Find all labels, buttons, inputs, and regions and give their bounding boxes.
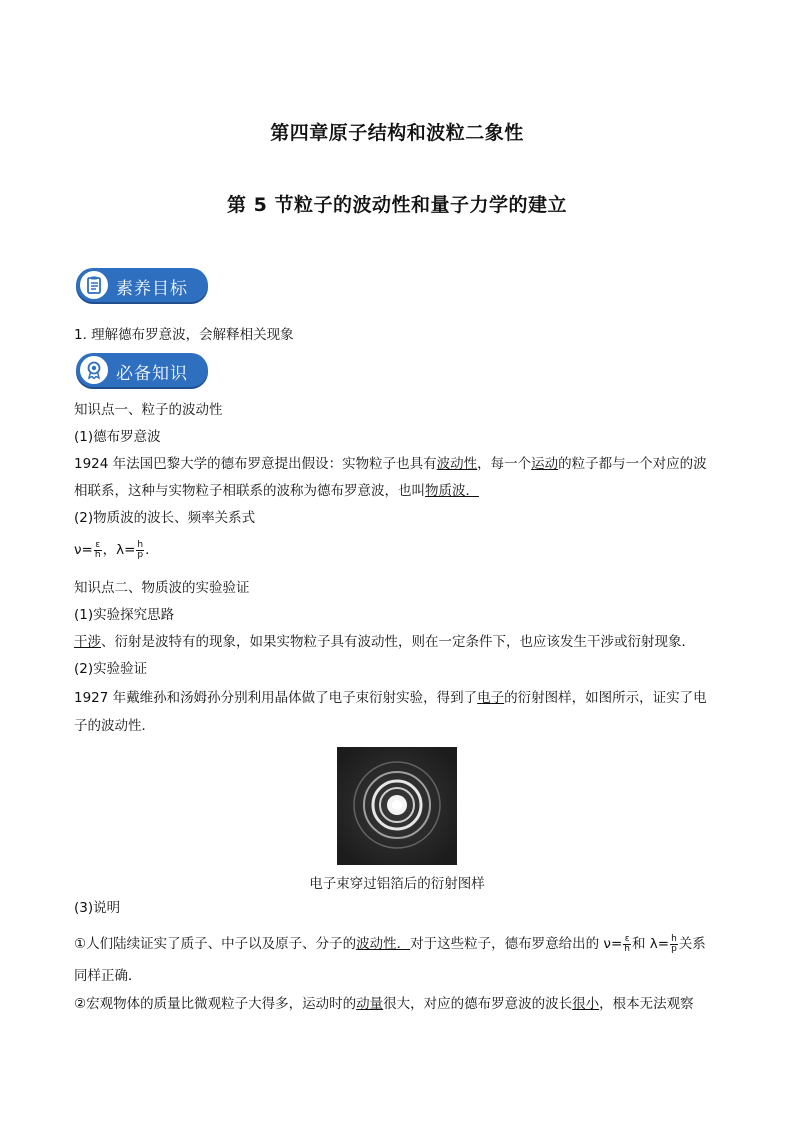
text: 1927 年戴维孙和汤姆孙分别利用晶体做了电子束衍射实验，得到了 (74, 690, 478, 706)
k1-heading: 知识点一、粒子的波动性 (74, 402, 223, 418)
text: 对于这些粒子，德布罗意给出的 ν= (410, 936, 623, 952)
text: ，每一个 (477, 456, 532, 472)
k2-note2-line1 (74, 994, 724, 1014)
text: ②宏观物体的质量比微观粒子大得多，运动时的 (74, 996, 357, 1012)
section-title: 第 5 节粒子的波动性和量子力学的建立 (227, 194, 567, 216)
underlined-term: 很小 (572, 996, 600, 1012)
underlined-term: 动量 (356, 996, 384, 1012)
fraction-eps-h (623, 935, 631, 954)
text: 很大，对应的德布罗意波的波长 (383, 996, 573, 1012)
fraction-h-p (136, 541, 144, 560)
numerator: ε (95, 539, 101, 550)
text: 相联系，这种与实物粒子相联系的波称为德布罗意波，也叫 (74, 483, 425, 499)
denominator: p (671, 943, 677, 954)
underlined-term: 波动性 (436, 456, 478, 472)
medal-icon (78, 354, 110, 386)
formula-text: . (145, 542, 150, 558)
text: 关系 (678, 936, 706, 952)
k2-sub2: (2)实验验证 (74, 661, 148, 677)
goal-badge (76, 268, 208, 302)
goal-badge-label: 素养目标 (116, 279, 188, 299)
text: 、衍射是波特有的现象，如果实物粒子具有波动性，则在一定条件下，也应该发生干涉或衍射现象． (101, 634, 695, 650)
k2-sub3: (3)说明 (74, 900, 121, 916)
figure-caption: 电子束穿过铝箔后的衍射图样 (309, 876, 485, 892)
k2-note1-line2: 同样正确． (74, 968, 142, 984)
underlined-term: 电子 (477, 690, 505, 706)
underlined-term: 运动 (531, 456, 559, 472)
formula-text: ν= (74, 542, 93, 558)
text: ①人们陆续证实了质子、中子以及原子、分子的 (74, 936, 357, 952)
goal-item-1: 1. 理解德布罗意波，会解释相关现象 (74, 327, 294, 343)
underlined-term: 干涉 (74, 634, 101, 650)
k1-sub2: (2)物质波的波长、频率关系式 (74, 510, 256, 526)
text: ，根本无法观察 (599, 996, 694, 1012)
numerator: ε (624, 933, 630, 944)
denominator: h (624, 943, 630, 954)
text: 1924 年法国巴黎大学的德布罗意提出假设：实物粒子也具有 (74, 456, 437, 472)
text: 和 λ= (631, 936, 670, 952)
formula-text: ，λ= (102, 542, 136, 558)
k2-paragraph-line1 (74, 632, 724, 652)
numerator: h (671, 933, 677, 944)
k2-note1-line1 (74, 931, 724, 957)
clipboard-icon (78, 269, 110, 301)
fraction-h-p (670, 935, 678, 954)
k2-paragraph-line2 (74, 688, 724, 708)
k2-paragraph-line3: 子的波动性． (74, 718, 155, 734)
k2-heading: 知识点二、物质波的实验验证 (74, 580, 250, 596)
text: 的粒子都与一个对应的波 (558, 456, 707, 472)
k1-sub1: (1)德布罗意波 (74, 429, 161, 445)
text: 的衍射图样，如图所示，证实了电 (504, 690, 707, 706)
knowledge-badge-label: 必备知识 (116, 364, 188, 384)
denominator: h (94, 549, 101, 560)
k2-sub1: (1)实验探究思路 (74, 607, 175, 623)
underlined-term: 物质波． (425, 483, 479, 499)
knowledge-badge (76, 353, 208, 387)
k1-paragraph-line2 (74, 481, 724, 501)
diffraction-pattern-image (337, 747, 457, 865)
chapter-title: 第四章原子结构和波粒二象性 (270, 122, 524, 144)
k1-formula (74, 537, 724, 563)
numerator: h (137, 539, 144, 550)
k1-paragraph-line1 (74, 454, 724, 474)
underlined-term: 波动性． (356, 936, 411, 952)
denominator: p (137, 549, 144, 560)
fraction-eps-h (94, 541, 102, 560)
